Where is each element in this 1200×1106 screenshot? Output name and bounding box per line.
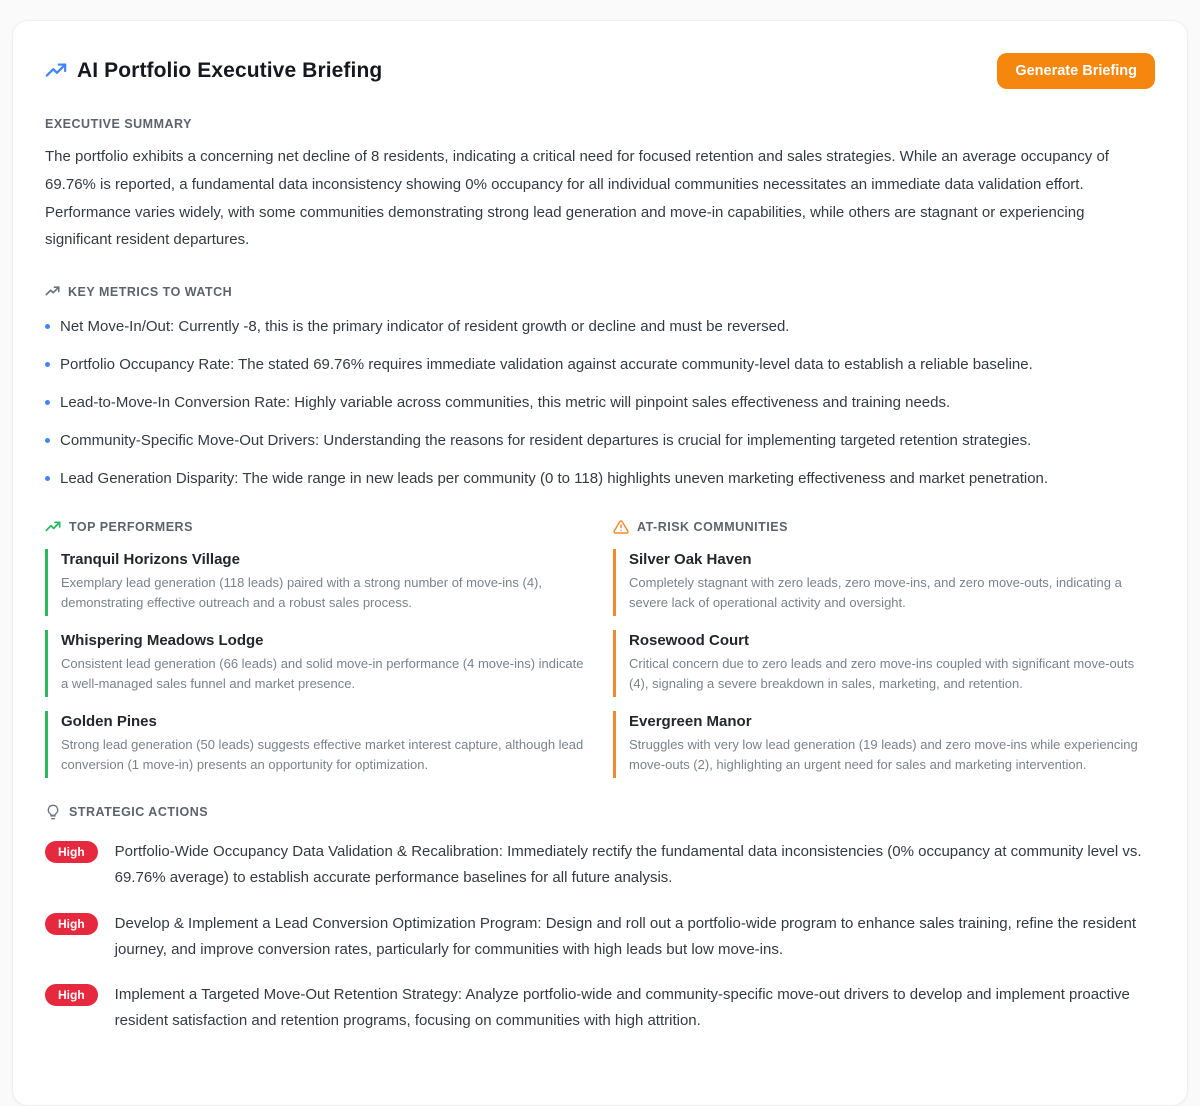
key-metrics-heading-label: KEY METRICS TO WATCH bbox=[68, 284, 233, 299]
at-risk-heading-label: AT-RISK COMMUNITIES bbox=[637, 520, 788, 534]
trending-up-icon bbox=[45, 60, 67, 82]
card-header bbox=[45, 53, 1155, 89]
metric-text: Lead-to-Move-In Conversion Rate: Highly variable across communities, this metric will pinpoint sales effectiveness and training needs. bbox=[60, 394, 951, 411]
community-description: Struggles with very low lead generation (19 leads) and zero move-ins while experiencing move-outs (2), highlighting an urgent need for sales and marketing intervention. bbox=[629, 737, 1138, 772]
page-title: AI Portfolio Executive Briefing bbox=[77, 59, 383, 82]
top-performers-heading-label: TOP PERFORMERS bbox=[69, 520, 193, 534]
lightbulb-icon bbox=[45, 804, 61, 820]
community-name: Evergreen Manor bbox=[629, 713, 752, 730]
strategic-actions-heading-label: STRATEGIC ACTIONS bbox=[69, 805, 209, 819]
warning-triangle-icon bbox=[613, 519, 629, 535]
action-item bbox=[45, 982, 1155, 1035]
community-description: Strong lead generation (50 leads) suggests effective market interest capture, although lead conversion (1 move-in) presents an opportunity for optimization. bbox=[61, 737, 584, 772]
executive-summary-heading-label: EXECUTIVE SUMMARY bbox=[45, 117, 192, 131]
community-card bbox=[45, 711, 587, 778]
community-name: Tranquil Horizons Village bbox=[61, 551, 240, 568]
bullet-dot-icon bbox=[45, 476, 50, 481]
executive-summary-text: The portfolio exhibits a concerning net decline of 8 residents, indicating a critical need for focused retention and sales strategies. While an average occupancy of 69.76% is reported, a fundamental data inconsistency showing 0% occupancy for all individual communities necessitates an immediate data validation effort. Performance varies widely, with some communities demonstrating strong lead generation and move-in capabilities, while others are stagnant or experiencing significant resident departures. bbox=[45, 148, 1109, 249]
generate-briefing-button[interactable]: Generate Briefing bbox=[997, 53, 1155, 89]
action-text: Develop & Implement a Lead Conversion Optimization Program: Design and roll out a portfolio-wide program to enhance sales training, refine the resident journey, and improve conversion rates, particularly for communities with high leads but low move-ins. bbox=[114, 914, 1137, 958]
priority-badge: High bbox=[45, 841, 98, 863]
title-row bbox=[45, 59, 382, 83]
briefing-card bbox=[12, 20, 1188, 1106]
community-description: Critical concern due to zero leads and zero move-ins coupled with significant move-outs (4), signaling a severe breakdown in sales, marketing, and retention. bbox=[629, 656, 1135, 691]
community-card bbox=[45, 549, 587, 616]
metric-text: Portfolio Occupancy Rate: The stated 69.76% requires immediate validation against accurate community-level data to establish a reliable baseline. bbox=[60, 356, 1033, 373]
trending-up-icon bbox=[45, 519, 61, 535]
key-metrics-list bbox=[45, 316, 1155, 489]
trending-up-icon bbox=[45, 284, 60, 299]
action-item bbox=[45, 839, 1155, 892]
community-description: Consistent lead generation (66 leads) and solid move-in performance (4 move-ins) indicate a well-managed sales funnel and market presence. bbox=[61, 656, 584, 691]
bullet-dot-icon bbox=[45, 324, 50, 329]
priority-badge: High bbox=[45, 984, 98, 1006]
executive-summary-heading bbox=[45, 117, 1155, 131]
action-item bbox=[45, 911, 1155, 964]
performance-columns bbox=[45, 519, 1155, 778]
key-metrics-section bbox=[45, 284, 1155, 489]
metric-item bbox=[45, 316, 1155, 337]
metric-text: Lead Generation Disparity: The wide range in new leads per community (0 to 118) highlights uneven marketing effectiveness and market penetration. bbox=[60, 470, 1049, 487]
community-card bbox=[613, 630, 1155, 697]
strategic-actions-heading bbox=[45, 804, 1155, 820]
at-risk-column bbox=[613, 519, 1155, 778]
priority-badge: High bbox=[45, 913, 98, 935]
action-text: Portfolio-Wide Occupancy Data Validation & Recalibration: Immediately rectify the fundamental data inconsistencies (0% occupancy at community level vs. 69.76% average) to establish accurate performance baselines for all future analysis. bbox=[114, 843, 1142, 887]
executive-summary-section bbox=[45, 117, 1155, 254]
community-description: Exemplary lead generation (118 leads) paired with a strong number of move-ins (4), demonstrating effective outreach and a robust sales process. bbox=[61, 575, 542, 610]
action-text: Implement a Targeted Move-Out Retention Strategy: Analyze portfolio-wide and community-specific move-out drivers to develop and implement proactive resident satisfaction and retention programs, focusing on communities with high attrition. bbox=[114, 986, 1130, 1030]
community-card bbox=[613, 711, 1155, 778]
community-card bbox=[613, 549, 1155, 616]
metric-item bbox=[45, 392, 1155, 413]
bullet-dot-icon bbox=[45, 362, 50, 367]
metric-text: Community-Specific Move-Out Drivers: Understanding the reasons for resident departures is crucial for implementing targeted retention strategies. bbox=[60, 432, 1032, 449]
metric-item bbox=[45, 354, 1155, 375]
community-card bbox=[45, 630, 587, 697]
top-performers-heading bbox=[45, 519, 587, 535]
community-name: Silver Oak Haven bbox=[629, 551, 752, 568]
bullet-dot-icon bbox=[45, 400, 50, 405]
strategic-actions-section bbox=[45, 804, 1155, 1035]
metric-item bbox=[45, 430, 1155, 451]
community-name: Whispering Meadows Lodge bbox=[61, 632, 264, 649]
at-risk-heading bbox=[613, 519, 1155, 535]
metric-item bbox=[45, 468, 1155, 489]
key-metrics-heading bbox=[45, 284, 1155, 299]
top-performers-column bbox=[45, 519, 587, 778]
community-description: Completely stagnant with zero leads, zero move-ins, and zero move-outs, indicating a severe lack of operational activity and oversight. bbox=[629, 575, 1122, 610]
community-name: Golden Pines bbox=[61, 713, 157, 730]
community-name: Rosewood Court bbox=[629, 632, 749, 649]
metric-text: Net Move-In/Out: Currently -8, this is the primary indicator of resident growth or decline and must be reversed. bbox=[60, 318, 790, 335]
bullet-dot-icon bbox=[45, 438, 50, 443]
